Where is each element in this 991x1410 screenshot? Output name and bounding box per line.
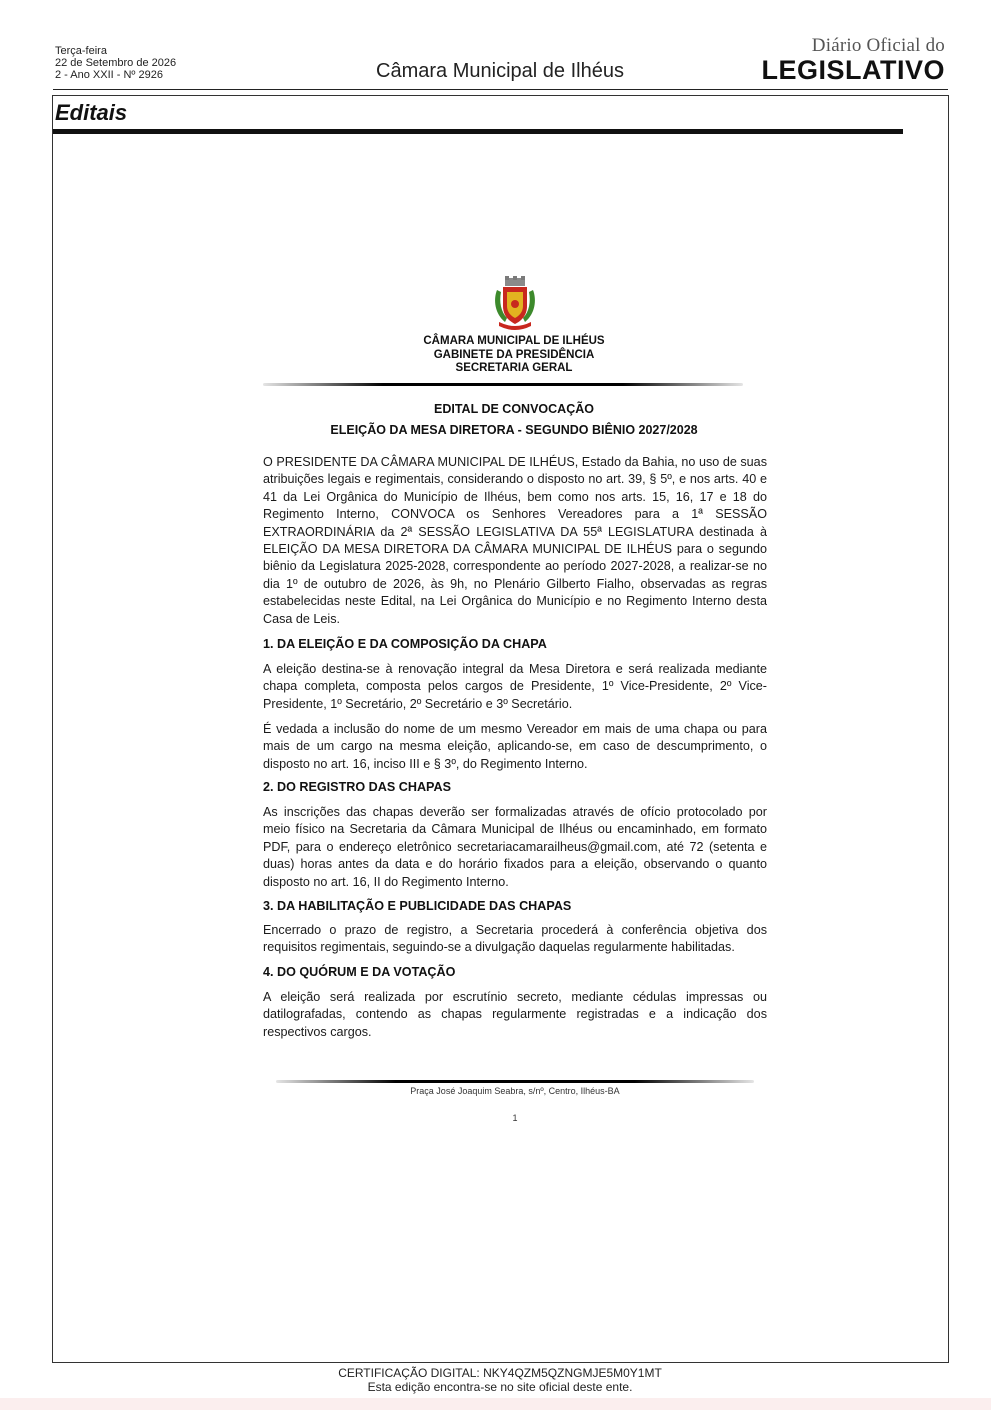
intro-paragraph bbox=[263, 454, 767, 628]
document-title: EDITAL DE CONVOCAÇÃO bbox=[434, 402, 594, 416]
coat-of-arms-icon bbox=[491, 276, 539, 332]
heading-4: 4. DO QUÓRUM E DA VOTAÇÃO bbox=[263, 965, 456, 979]
org-line-2: GABINETE DA PRESIDÊNCIA bbox=[433, 348, 595, 361]
heading-2: 2. DO REGISTRO DAS CHAPAS bbox=[263, 780, 451, 794]
digital-certification: CERTIFICAÇÃO DIGITAL: NKY4QZM5QZNGMJE5M0Y1MT bbox=[338, 1366, 662, 1380]
paragraph-3-text: Encerrado o prazo de registro, a Secretaria procederá à conferência objetiva dos requisitos regimentais, seguindo-se a divulgação daquelas regularmente habilitadas. bbox=[263, 923, 767, 955]
edition-notice: Esta edição encontra-se no site oficial deste ente. bbox=[367, 1380, 633, 1394]
issue-meta bbox=[55, 45, 176, 81]
paragraph-1a bbox=[263, 661, 767, 713]
paragraph-2 bbox=[263, 804, 767, 891]
paragraph-2-text: As inscrições das chapas deverão ser formalizadas através de ofício protocolado por meio físico na Secretaria da Câmara Municipal de Ilhéus ou encaminhado, em formato PDF, para o endereço eletrônico secretariacamarailheus@gmail.com, até 72 (setenta e duas) horas antes da data e do horário fixados para a eleição, observando o quanto disposto no art. 16, II do Regimento Interno. bbox=[263, 805, 767, 889]
logo-top-text: Diário Oficial do bbox=[811, 35, 945, 56]
paragraph-1a-text: A eleição destina-se à renovação integral da Mesa Diretora e será realizada mediante chapa completa, composta pelos cargos de Presidente, 1º Vice-Presidente, 2º Vice-Presidente, 1º Secretário, 2º Secretário e 3º Secretário. bbox=[263, 662, 767, 711]
letterhead-divider bbox=[263, 383, 743, 386]
certification-block bbox=[200, 1366, 800, 1394]
page-number: 1 bbox=[512, 1113, 518, 1123]
masthead-title: Câmara Municipal de Ilhéus bbox=[376, 60, 624, 82]
org-line-1: CÂMARA MUNICIPAL DE ILHÉUS bbox=[423, 335, 605, 347]
paragraph-3 bbox=[263, 922, 767, 957]
paragraph-1b-text: É vedada a inclusão do nome de um mesmo Vereador em mais de uma chapa ou para mais de um cargo na mesma eleição, aplicando-se, em caso de descumprimento, o disposto no art. 16, inciso III e § 3º, do Regimento Interno. bbox=[263, 722, 767, 771]
footer-address: Praça José Joaquim Seabra, s/nº, Centro, Ilhéus-BA bbox=[410, 1086, 620, 1096]
publication-date: 22 de Setembro de 2026 bbox=[55, 57, 177, 69]
gazette-logo bbox=[761, 35, 945, 86]
intro-text: O PRESIDENTE DA CÂMARA MUNICIPAL DE ILHÉUS, Estado da Bahia, no uso de suas atribuições legais e regimentais, considerando o disposto no art. 39, § 5º, e nos arts. 40 e 41 da Lei Orgânica do Município de Ilhéus, bem como nos arts. 15, 16, 17 e 18 do Regimento Interno, CONVOCA os Senhores Vereadores para a 1ª SESSÃO EXTRAORDINÁRIA da 2ª SESSÃO LEGISLATIVA DA 55ª LEGISLATURA destinada à ELEIÇÃO DA MESA DIRETORA DA CÂMARA MUNICIPAL DE ILHÉUS para o segundo biênio da Legislatura 2025-2028, correspondente ao período 2027-2028, a realizar-se no dia 1º de outubro de 2026, às 9h, no Plenário Gilberto Fialho, observadas as regras estabelecidas neste Edital, na Lei Orgânica do Município e no Regimento Interno desta Casa de Leis. bbox=[263, 455, 767, 626]
logo-main-text: LEGISLATIVO bbox=[761, 55, 945, 85]
issue-number: 2 - Ano XXII - Nº 2926 bbox=[55, 69, 163, 81]
issuing-organization bbox=[264, 335, 764, 376]
section-divider bbox=[53, 129, 903, 134]
paragraph-4 bbox=[263, 989, 767, 1041]
section-title: Editais bbox=[55, 100, 128, 125]
weekday: Terça-feira bbox=[55, 45, 107, 57]
org-line-3: SECRETARIA GERAL bbox=[455, 362, 573, 374]
header-divider bbox=[53, 89, 948, 90]
paragraph-1b bbox=[263, 721, 767, 773]
heading-3: 3. DA HABILITAÇÃO E PUBLICIDADE DAS CHAPAS bbox=[263, 899, 572, 913]
document-subtitle: ELEIÇÃO DA MESA DIRETORA - SEGUNDO BIÊNIO 2027/2028 bbox=[330, 423, 698, 437]
heading-1: 1. DA ELEIÇÃO E DA COMPOSIÇÃO DA CHAPA bbox=[263, 637, 547, 651]
paragraph-4-text: A eleição será realizada por escrutínio secreto, mediante cédulas impressas ou datilografadas, contendo as chapas regularmente registradas e a indicação dos respectivos cargos. bbox=[263, 990, 767, 1039]
footer-divider bbox=[276, 1080, 754, 1083]
